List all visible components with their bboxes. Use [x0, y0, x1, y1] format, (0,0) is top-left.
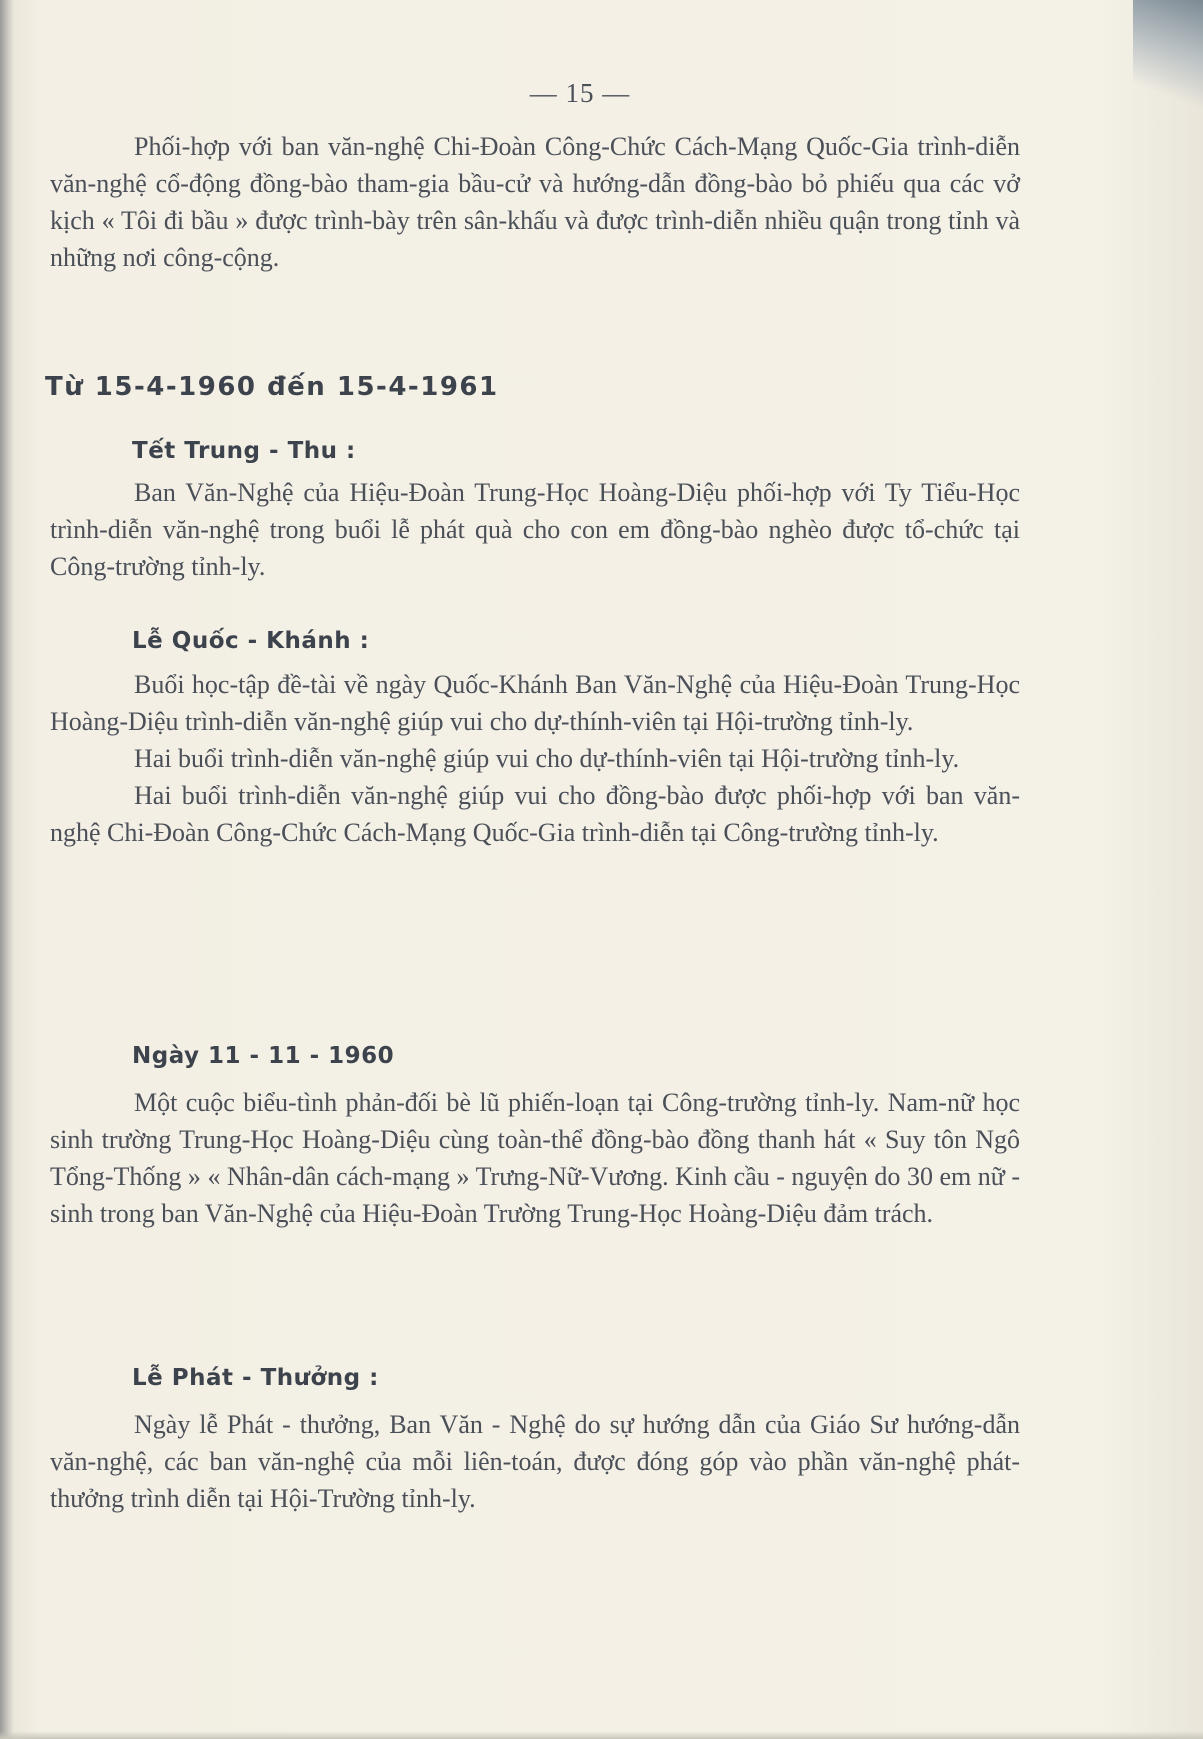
- le-phat-thuong-block: [50, 1406, 1020, 1517]
- ngay-11-11-paragraph: Một cuộc biểu-tình phản-đối bè lũ phiến-loạn tại Công-trường tỉnh-ly. Nam-nữ học sinh trường Trung-Học Hoàng-Diệu cùng toàn-thể đồng-bào đồng thanh hát « Suy tôn Ngô Tổng-Thống » « Nhân-dân cách-mạng » Trưng-Nữ-Vương. Kinh cầu - nguyện do 30 em nữ - sinh trong ban Văn-Nghệ của Hiệu-Đoàn Trường Trung-Học Hoàng-Diệu đảm trách.: [50, 1088, 1020, 1228]
- tet-trung-thu-heading: Tết Trung - Thu :: [132, 438, 356, 464]
- ngay-11-11-heading: Ngày 11 - 11 - 1960: [132, 1043, 395, 1069]
- le-quoc-khanh-heading: Lễ Quốc - Khánh :: [132, 628, 370, 654]
- le-quoc-khanh-paragraph-2: Hai buổi trình-diễn văn-nghệ giúp vui cho dự-thính-viên tại Hội-trường tỉnh-ly.: [134, 744, 960, 773]
- le-quoc-khanh-paragraph-1: Buổi học-tập đề-tài về ngày Quốc-Khánh Ban Văn-Nghệ của Hiệu-Đoàn Trung-Học Hoàng-Diệu trình-diễn văn-nghệ giúp vui cho dự-thính-viên tại Hội-trường tỉnh-ly.: [50, 670, 1020, 736]
- le-phat-thuong-heading: Lễ Phát - Thưởng :: [132, 1365, 379, 1391]
- tet-trung-thu-block: [50, 474, 1020, 585]
- ngay-11-11-block: [50, 1084, 1020, 1232]
- scan-left-edge-shadow: [0, 0, 14, 1739]
- le-quoc-khanh-paragraph-3: Hai buổi trình-diễn văn-nghệ giúp vui cho đồng-bào được phối-hợp với ban văn-nghệ Chi-Đoàn Công-Chức Cách-Mạng Quốc-Gia trình-diễn tại Công-trường tỉnh-ly.: [50, 781, 1020, 847]
- intro-paragraph: Phối-hợp với ban văn-nghệ Chi-Đoàn Công-Chức Cách-Mạng Quốc-Gia trình-diễn văn-nghệ cổ-động đồng-bào tham-gia bầu-cử và hướng-dẫn đồng-bào bỏ phiếu qua các vở kịch « Tôi đi bầu » được trình-bày trên sân-khấu và được trình-diễn nhiều quận trong tỉnh và những nơi công-cộng.: [50, 132, 1020, 272]
- scan-bottom-edge: [0, 1731, 1203, 1739]
- tet-trung-thu-paragraph: Ban Văn-Nghệ của Hiệu-Đoàn Trung-Học Hoàng-Diệu phối-hợp với Ty Tiểu-Học trình-diễn văn-nghệ trong buổi lễ phát quà cho con em đồng-bào nghèo được tổ-chức tại Công-trường tỉnh-ly.: [50, 478, 1020, 581]
- intro-paragraph-block: [50, 128, 1020, 276]
- le-quoc-khanh-block: [50, 666, 1020, 851]
- page-number: — 15 —: [529, 78, 631, 108]
- le-phat-thuong-paragraph: Ngày lễ Phát - thưởng, Ban Văn - Nghệ do sự hướng dẫn của Giáo Sư hướng-dẫn văn-nghệ, các ban văn-nghệ của mỗi liên-toán, được đóng góp vào phần văn-nghệ phát-thưởng trình diễn tại Hội-Trường tỉnh-ly.: [50, 1410, 1020, 1513]
- section-period-heading: Từ 15-4-1960 đến 15-4-1961: [45, 372, 499, 402]
